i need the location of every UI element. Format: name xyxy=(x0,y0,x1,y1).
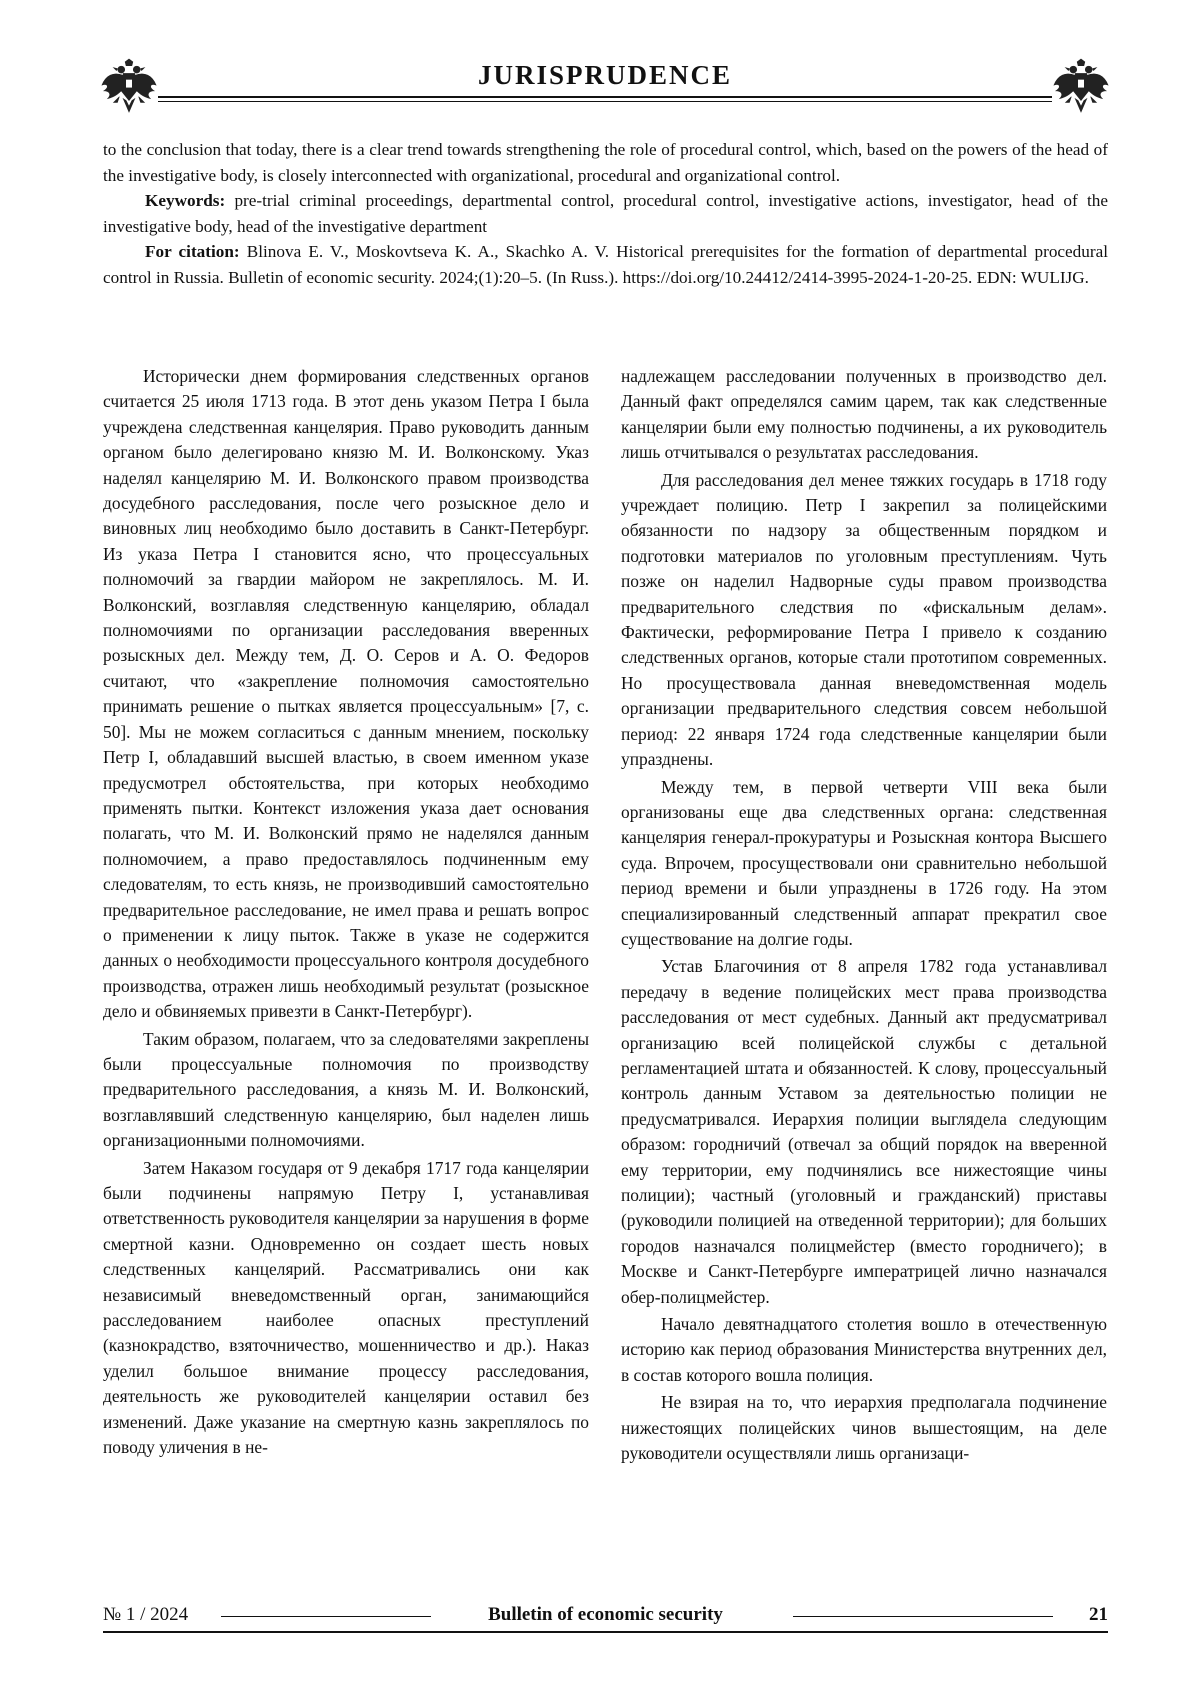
issue-number: № 1 / 2024 xyxy=(103,1604,189,1625)
abstract-block xyxy=(103,137,1108,290)
section-title: JURISPRUDENCE xyxy=(477,60,733,90)
journal-name: Bulletin of economic security xyxy=(488,1604,723,1625)
header-rule-thin xyxy=(158,101,1052,102)
right-column xyxy=(621,364,1107,1466)
keywords-label: Keywords: xyxy=(145,191,226,210)
double-headed-eagle-emblem-icon xyxy=(1052,58,1110,116)
paragraph: Для расследования дел менее тяжких государь в 1718 году учреждает полицию. Петр I закрепил за полицейскими обязанности по надзору за общественным порядком и подготовки материалов по уголовным преступлениям. Чуть позже он наделил Надворные суды правом производства предварительного следствия по «фискальным делам». Фактически, реформирование Петра I привело к созданию следственных органов, которые стали прототипом современных. Но просуществовала данная вневедомственная модель организации предварительного следствия совсем небольшой период: 22 января 1724 года следственные канцелярии были упразднены. xyxy=(621,469,1107,770)
paragraph: Устав Благочиния от 8 апреля 1782 года устанавливал передачу в ведение полицейских мест права производства расследования от мест судебных. Данный акт предусматривал организацию всей полицейской службы с детальной регламентацией штата и обязанностей. К слову, процессуальный контроль данным Уставом за деятельностью полиции не предусматривался. Иерархия полиции выглядела следующим образом: городничий (отвечал за общий порядок на вверенной ему территории, ему подчинялись все нижестоящие чины полиции); частный (уголовный и гражданский) приставы (руководили полицией на отведенной территории); для больших городов назначался полицмейстер (вместо городничего); в Москве и Санкт-Петербурге императрицей лично назначался обер-полицмейстер. xyxy=(621,956,1107,1307)
running-header xyxy=(100,56,1110,126)
paragraph: Таким образом, полагаем, что за следователями закреплены были процессуальные полномочия по производству предварительного расследования, а князь М. И. Волконский, возглавлявший следственную канцелярию, был наделен лишь организационными полномочиями. xyxy=(103,1028,589,1151)
paragraph: Начало девятнадцатого столетия вошло в отечественную историю как период образования Министерства внутренних дел, в состав которого вошла полиция. xyxy=(621,1314,1107,1385)
paragraph: Исторически днем формирования следственных органов считается 25 июля 1713 года. В этот день указом Петра I была учреждена следственная канцелярия. Право руководить данным органом было делегировано князю М. И. Волконскому. Указ наделял канцелярию М. И. Волконского правом производства досудебного расследования, после чего розыскное дело и виновных лиц необходимо было доставить в Санкт-Петербург. Из указа Петра I становится ясно, что процессуальных полномочий за гвардии майором не закреплялось. М. И. Волконский, возглавляя следственную канцелярию, обладал полномочиями по организации расследования вверенных розыскных дел. Между тем, Д. О. Серов и А. О. Федоров считают, что «закрепление полномочия самостоятельно принимать решение о пытках является процессуальным» [7, с. 50]. Мы не можем согласиться с данным мнением, поскольку Петр I, обладавший высшей властью, в своем именном указе предусмотрел обстоятельства, при которых необходимо применять пытки. Контекст изложения указа дает основания полагать, что М. И. Волконский прямо не наделялся данным полномочием, а право предоставлялось подчиненным ему следователям, то есть князь, не производивший самостоятельно предварительное расследование, не имел права и решать вопрос о применении к лицу пыток. Также в указе не содержится данных о необходимости процессуального контроля досудебного производства, отражен лишь необходимый результат (розыскное дело и обвиняемых привезти в Санкт-Петербург). xyxy=(103,366,589,1022)
header-rule xyxy=(158,96,1052,98)
citation-text: Blinova E. V., Moskovtseva K. A., Skachko A. V. Historical prerequisites for the formation of departmental procedural control in Russia. Bulletin of economic security. 2024;(1):20–5. (In Russ.). https://doi.org/10.24412/2414-3995-2024-1-20-25. EDN: WULIJG. xyxy=(103,242,1108,287)
citation-label: For citation: xyxy=(145,242,240,261)
paragraph: Между тем, в первой четверти VIII века были организованы еще два следственных органа: следственная канцелярия генерал-прокуратуры и Розыскная контора Высшего суда. Впрочем, просуществовали они сравнительно небольшой период времени и были упразднены в 1726 году. На этом специализированный следственный аппарат прекратил свое существование на долгие годы. xyxy=(621,776,1107,949)
keywords-paragraph xyxy=(103,188,1108,239)
footer-baseline xyxy=(103,1631,1108,1633)
abstract-conclusion: to the conclusion that today, there is a clear trend towards strengthening the role of procedural control, which, based on the powers of the head of the investigative body, is closely interconnected with organizational, procedural and organizational control. xyxy=(103,140,1108,185)
footer-rule-right xyxy=(793,1616,1053,1617)
left-column xyxy=(103,364,589,1460)
running-footer xyxy=(103,1604,1108,1634)
paragraph-continuation: надлежащем расследовании полученных в производство дел. Данный факт определялся самим царем, так как следственные канцелярии были ему полностью подчинены, а их руководитель лишь отчитывался о результатах расследования. xyxy=(621,366,1107,463)
paragraph: Не взирая на то, что иерархия предполагала подчинение нижестоящих полицейских чинов вышестоящим, на деле руководители осуществляли лишь организаци- xyxy=(621,1392,1107,1464)
paragraph: Затем Наказом государя от 9 декабря 1717 года канцелярии были подчинены напрямую Петру I, устанавливая ответственность руководителя канцелярии за нарушения в форме смертной казни. Одновременно он создает шесть новых следственных канцелярий. Рассматривались они как независимый вневедомственный орган, занимающийся расследованием наиболее опасных преступлений (казнокрадство, взяточничество, мошенничество и др.). Наказ уделил большое внимание процессу расследования, деятельность же руководителей канцелярии оставил без изменений. Даже указание на смертную казнь закреплялось по поводу уличения в не- xyxy=(103,1157,589,1458)
page-number: 21 xyxy=(1089,1604,1108,1625)
citation-paragraph xyxy=(103,239,1108,290)
keywords-text: pre-trial criminal proceedings, departmental control, procedural control, investigative actions, investigator, head of the investigative body, head of the investigative department xyxy=(103,191,1108,236)
